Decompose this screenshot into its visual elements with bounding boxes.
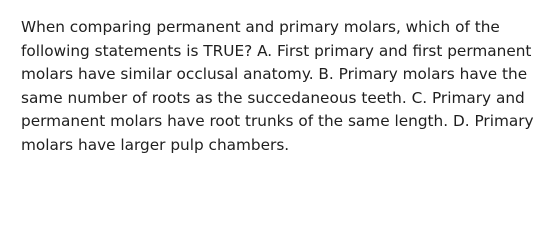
question-text: When comparing permanent and primary molars, which of the following statements is TRUE? A. First primary and first permanent molars have similar occlusal anatomy. B. Primary molars have the same number of roots as the succedaneous teeth. C. Primary and permanent molars have root trunks of the same length. D. Primary molars have larger pulp chambers. [21,18,534,154]
